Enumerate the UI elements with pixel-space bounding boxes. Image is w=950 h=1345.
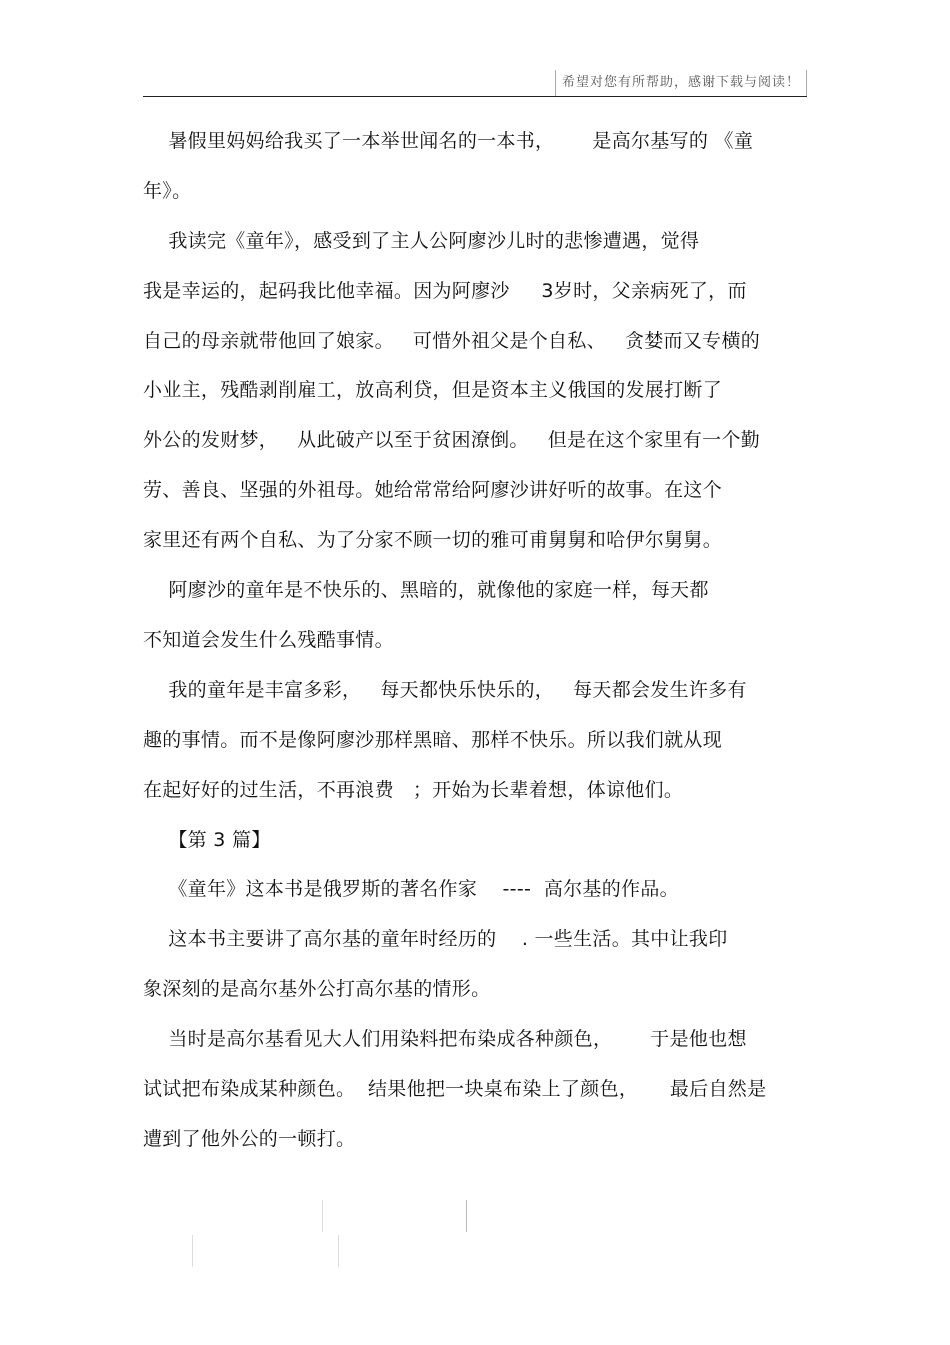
scan-artifact-line: [192, 1235, 193, 1267]
text-line: 小业主，残酷剥削雇工，放高利贷，但是资本主义俄国的发展打断了: [143, 379, 723, 401]
text-line: 试试把布染成某种颜色。 结果他把一块桌布染上了颜色， 最后自然是: [143, 1078, 767, 1100]
text-line: 当时是高尔基看见大人们用染料把布染成各种颜色， 于是他也想: [143, 1028, 747, 1050]
scan-artifact-line: [466, 1200, 467, 1232]
text-line: 自己的母亲就带他回了娘家。 可惜外祖父是个自私、 贪婪而又专横的: [143, 330, 761, 352]
text-line: 这本书主要讲了高尔基的童年时经历的 . 一些生活。其中让我印: [143, 928, 728, 950]
text-line: 我是幸运的，起码我比他幸福。因为阿廖沙 3岁时，父亲病死了，而: [143, 280, 747, 302]
header-tagline: 希望对您有所帮助，感谢下载与阅读！: [555, 70, 807, 96]
text-line: 阿廖沙的童年是不快乐的、黑暗的，就像他的家庭一样，每天都: [143, 579, 709, 601]
text-line: 象深刻的是高尔基外公打高尔基的情形。: [143, 978, 491, 1000]
text-line: 年》。: [143, 180, 192, 202]
section-heading: 【第 3 篇】: [143, 829, 271, 851]
text-line: 不知道会发生什么残酷事情。: [143, 629, 394, 651]
text-line: 劳、善良、坚强的外祖母。她给常常给阿廖沙讲好听的故事。在这个: [143, 479, 723, 501]
text-line: 我的童年是丰富多彩， 每天都快乐快乐的， 每天都会发生许多有: [143, 679, 747, 701]
scan-artifact-line: [322, 1200, 323, 1232]
text-line: 在起好好的过生活，不再浪费 ；开始为长辈着想，体谅他们。: [143, 779, 684, 801]
text-line: 遭到了他外公的一顿打。: [143, 1128, 356, 1150]
text-line: 外公的发财梦， 从此破产以至于贫困潦倒。 但是在这个家里有一个勤: [143, 429, 761, 451]
text-line: 家里还有两个自私、为了分家不顾一切的雅可甫舅舅和哈伊尔舅舅。: [143, 529, 723, 551]
header-rule: [143, 96, 807, 97]
text-line: 趣的事情。而不是像阿廖沙那样黑暗、那样不快乐。所以我们就从现: [143, 729, 723, 751]
text-line: 我读完《童年》，感受到了主人公阿廖沙儿时的悲惨遭遇，觉得: [143, 230, 700, 252]
scan-artifact-line: [338, 1235, 339, 1267]
text-line: 暑假里妈妈给我买了一本举世闻名的一本书， 是高尔基写的 《童: [143, 130, 754, 152]
text-line: 《童年》这本书是俄罗斯的著名作家 ---- 高尔基的作品。: [143, 878, 679, 900]
